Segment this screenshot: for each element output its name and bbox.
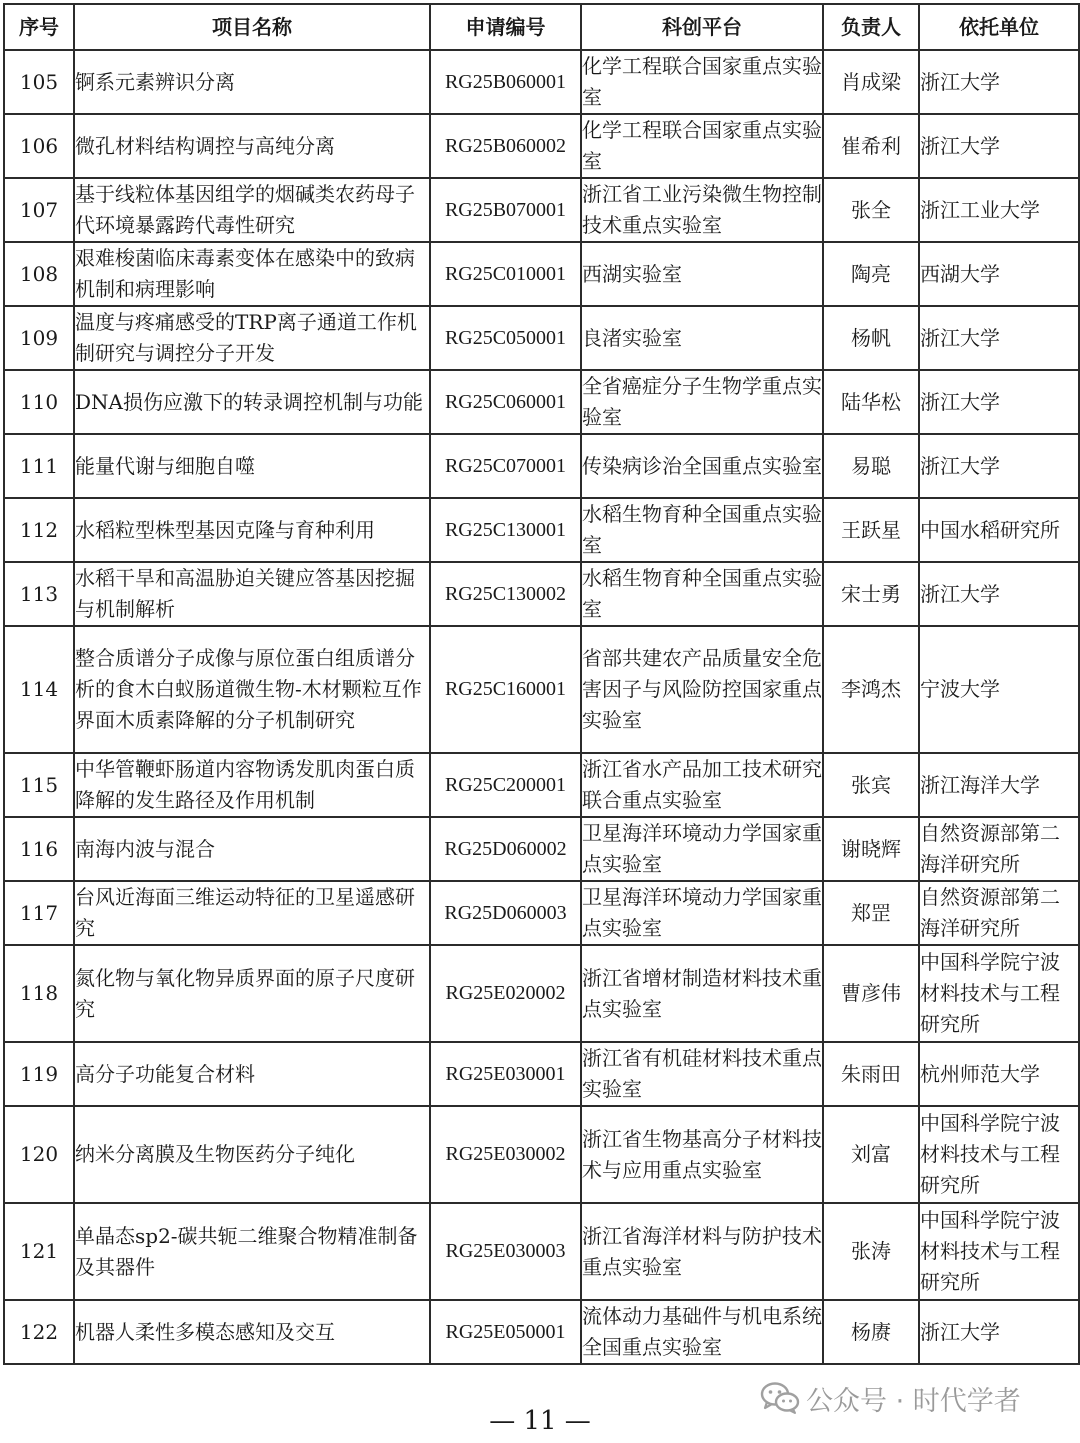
cell-platform: 水稻生物育种全国重点实验室 (581, 498, 823, 562)
cell-number: 121 (4, 1203, 74, 1300)
cell-person: 张涛 (823, 1203, 919, 1300)
cell-number: 122 (4, 1300, 74, 1364)
table-row (4, 1300, 1079, 1364)
cell-person: 陶亮 (823, 242, 919, 306)
cell-person: 陆华松 (823, 370, 919, 434)
table-row (4, 178, 1079, 242)
cell-number: 109 (4, 306, 74, 370)
cell-number: 118 (4, 945, 74, 1042)
cell-person: 郑罡 (823, 881, 919, 945)
header-unit: 依托单位 (919, 4, 1079, 50)
cell-unit: 中国水稻研究所 (919, 498, 1079, 562)
projects-table (3, 3, 1080, 1365)
table-row (4, 242, 1079, 306)
cell-platform: 省部共建农产品质量安全危害因子与风险防控国家重点实验室 (581, 626, 823, 753)
cell-application-code: RG25C200001 (430, 753, 581, 817)
cell-unit: 浙江海洋大学 (919, 753, 1079, 817)
header-application-code: 申请编号 (430, 4, 581, 50)
cell-application-code: RG25E030002 (430, 1106, 581, 1203)
cell-person: 谢晓辉 (823, 817, 919, 881)
cell-project-name: 微孔材料结构调控与高纯分离 (74, 114, 430, 178)
table-row (4, 817, 1079, 881)
cell-project-name: 南海内波与混合 (74, 817, 430, 881)
cell-number: 110 (4, 370, 74, 434)
cell-application-code: RG25E050001 (430, 1300, 581, 1364)
cell-project-name: 高分子功能复合材料 (74, 1042, 430, 1106)
cell-unit: 中国科学院宁波材料技术与工程研究所 (919, 945, 1079, 1042)
table-row (4, 753, 1079, 817)
cell-unit: 杭州师范大学 (919, 1042, 1079, 1106)
cell-unit: 浙江大学 (919, 50, 1079, 114)
cell-number: 115 (4, 753, 74, 817)
cell-application-code: RG25C050001 (430, 306, 581, 370)
cell-project-name: 艰难梭菌临床毒素变体在感染中的致病机制和病理影响 (74, 242, 430, 306)
cell-number: 119 (4, 1042, 74, 1106)
cell-platform: 化学工程联合国家重点实验室 (581, 114, 823, 178)
cell-project-name: 单晶态sp2-碳共轭二维聚合物精准制备及其器件 (74, 1203, 430, 1300)
table-row (4, 50, 1079, 114)
table-row (4, 626, 1079, 753)
cell-person: 肖成梁 (823, 50, 919, 114)
table-row (4, 945, 1079, 1042)
cell-project-name: 氮化物与氧化物异质界面的原子尺度研究 (74, 945, 430, 1042)
cell-application-code: RG25B060001 (430, 50, 581, 114)
cell-application-code: RG25B060002 (430, 114, 581, 178)
cell-number: 120 (4, 1106, 74, 1203)
cell-unit: 中国科学院宁波材料技术与工程研究所 (919, 1203, 1079, 1300)
cell-unit: 自然资源部第二海洋研究所 (919, 881, 1079, 945)
cell-unit: 浙江大学 (919, 114, 1079, 178)
cell-person: 曹彦伟 (823, 945, 919, 1042)
table-header-row (4, 4, 1079, 50)
cell-project-name: 台风近海面三维运动特征的卫星遥感研究 (74, 881, 430, 945)
table-row (4, 434, 1079, 498)
cell-platform: 西湖实验室 (581, 242, 823, 306)
cell-project-name: 水稻粒型株型基因克隆与育种利用 (74, 498, 430, 562)
cell-unit: 浙江大学 (919, 1300, 1079, 1364)
cell-project-name: 机器人柔性多模态感知及交互 (74, 1300, 430, 1364)
cell-platform: 浙江省增材制造材料技术重点实验室 (581, 945, 823, 1042)
cell-project-name: 水稻干旱和高温胁迫关键应答基因挖掘与机制解析 (74, 562, 430, 626)
cell-platform: 良渚实验室 (581, 306, 823, 370)
cell-platform: 浙江省水产品加工技术研究联合重点实验室 (581, 753, 823, 817)
cell-platform: 传染病诊治全国重点实验室 (581, 434, 823, 498)
cell-number: 114 (4, 626, 74, 753)
cell-application-code: RG25C130001 (430, 498, 581, 562)
cell-platform: 浙江省海洋材料与防护技术重点实验室 (581, 1203, 823, 1300)
cell-platform: 卫星海洋环境动力学国家重点实验室 (581, 881, 823, 945)
cell-application-code: RG25E020002 (430, 945, 581, 1042)
table-row (4, 1106, 1079, 1203)
cell-number: 107 (4, 178, 74, 242)
table-row (4, 114, 1079, 178)
cell-unit: 自然资源部第二海洋研究所 (919, 817, 1079, 881)
page-number: — 11 — (489, 1406, 591, 1436)
cell-unit: 浙江大学 (919, 370, 1079, 434)
cell-person: 杨赓 (823, 1300, 919, 1364)
cell-application-code: RG25E030001 (430, 1042, 581, 1106)
cell-unit: 宁波大学 (919, 626, 1079, 753)
cell-platform: 水稻生物育种全国重点实验室 (581, 562, 823, 626)
cell-platform: 化学工程联合国家重点实验室 (581, 50, 823, 114)
cell-person: 易聪 (823, 434, 919, 498)
cell-unit: 西湖大学 (919, 242, 1079, 306)
watermark-text: 公众号 · 时代学者 (806, 1385, 1021, 1417)
cell-number: 117 (4, 881, 74, 945)
cell-project-name: 温度与疼痛感受的TRP离子通道工作机制研究与调控分子开发 (74, 306, 430, 370)
cell-project-name: DNA损伤应激下的转录调控机制与功能 (74, 370, 430, 434)
cell-project-name: 锕系元素辨识分离 (74, 50, 430, 114)
cell-platform: 卫星海洋环境动力学国家重点实验室 (581, 817, 823, 881)
cell-person: 朱雨田 (823, 1042, 919, 1106)
cell-application-code: RG25D060002 (430, 817, 581, 881)
cell-project-name: 中华管鞭虾肠道内容物诱发肌肉蛋白质降解的发生路径及作用机制 (74, 753, 430, 817)
cell-platform: 浙江省生物基高分子材料技术与应用重点实验室 (581, 1106, 823, 1203)
cell-number: 116 (4, 817, 74, 881)
table-body (4, 50, 1079, 1364)
cell-project-name: 纳米分离膜及生物医药分子纯化 (74, 1106, 430, 1203)
cell-person: 杨帆 (823, 306, 919, 370)
cell-platform: 全省癌症分子生物学重点实验室 (581, 370, 823, 434)
cell-platform: 流体动力基础件与机电系统全国重点实验室 (581, 1300, 823, 1364)
cell-platform: 浙江省工业污染微生物控制技术重点实验室 (581, 178, 823, 242)
table-row (4, 370, 1079, 434)
cell-application-code: RG25C070001 (430, 434, 581, 498)
table-row (4, 498, 1079, 562)
cell-person: 张宾 (823, 753, 919, 817)
cell-application-code: RG25B070001 (430, 178, 581, 242)
table-row (4, 1203, 1079, 1300)
cell-number: 108 (4, 242, 74, 306)
cell-application-code: RG25C010001 (430, 242, 581, 306)
cell-person: 宋士勇 (823, 562, 919, 626)
cell-number: 106 (4, 114, 74, 178)
cell-number: 111 (4, 434, 74, 498)
table-row (4, 562, 1079, 626)
cell-application-code: RG25C060001 (430, 370, 581, 434)
cell-application-code: RG25D060003 (430, 881, 581, 945)
cell-application-code: RG25C160001 (430, 626, 581, 753)
cell-number: 112 (4, 498, 74, 562)
cell-project-name: 基于线粒体基因组学的烟碱类农药母子代环境暴露跨代毒性研究 (74, 178, 430, 242)
cell-number: 113 (4, 562, 74, 626)
table-row (4, 306, 1079, 370)
cell-unit: 浙江大学 (919, 562, 1079, 626)
cell-number: 105 (4, 50, 74, 114)
table-row (4, 881, 1079, 945)
cell-project-name: 能量代谢与细胞自噬 (74, 434, 430, 498)
header-person: 负责人 (823, 4, 919, 50)
cell-application-code: RG25C130002 (430, 562, 581, 626)
cell-person: 李鸿杰 (823, 626, 919, 753)
cell-platform: 浙江省有机硅材料技术重点实验室 (581, 1042, 823, 1106)
cell-project-name: 整合质谱分子成像与原位蛋白组质谱分析的食木白蚁肠道微生物-木材颗粒互作界面木质素降解的分子机制研究 (74, 626, 430, 753)
cell-unit: 浙江大学 (919, 306, 1079, 370)
cell-unit: 浙江大学 (919, 434, 1079, 498)
cell-person: 张全 (823, 178, 919, 242)
header-platform: 科创平台 (581, 4, 823, 50)
cell-application-code: RG25E030003 (430, 1203, 581, 1300)
header-number: 序号 (4, 4, 74, 50)
cell-unit: 中国科学院宁波材料技术与工程研究所 (919, 1106, 1079, 1203)
header-project-name: 项目名称 (74, 4, 430, 50)
cell-person: 刘富 (823, 1106, 919, 1203)
table-row (4, 1042, 1079, 1106)
cell-unit: 浙江工业大学 (919, 178, 1079, 242)
cell-person: 王跃星 (823, 498, 919, 562)
cell-person: 崔希利 (823, 114, 919, 178)
